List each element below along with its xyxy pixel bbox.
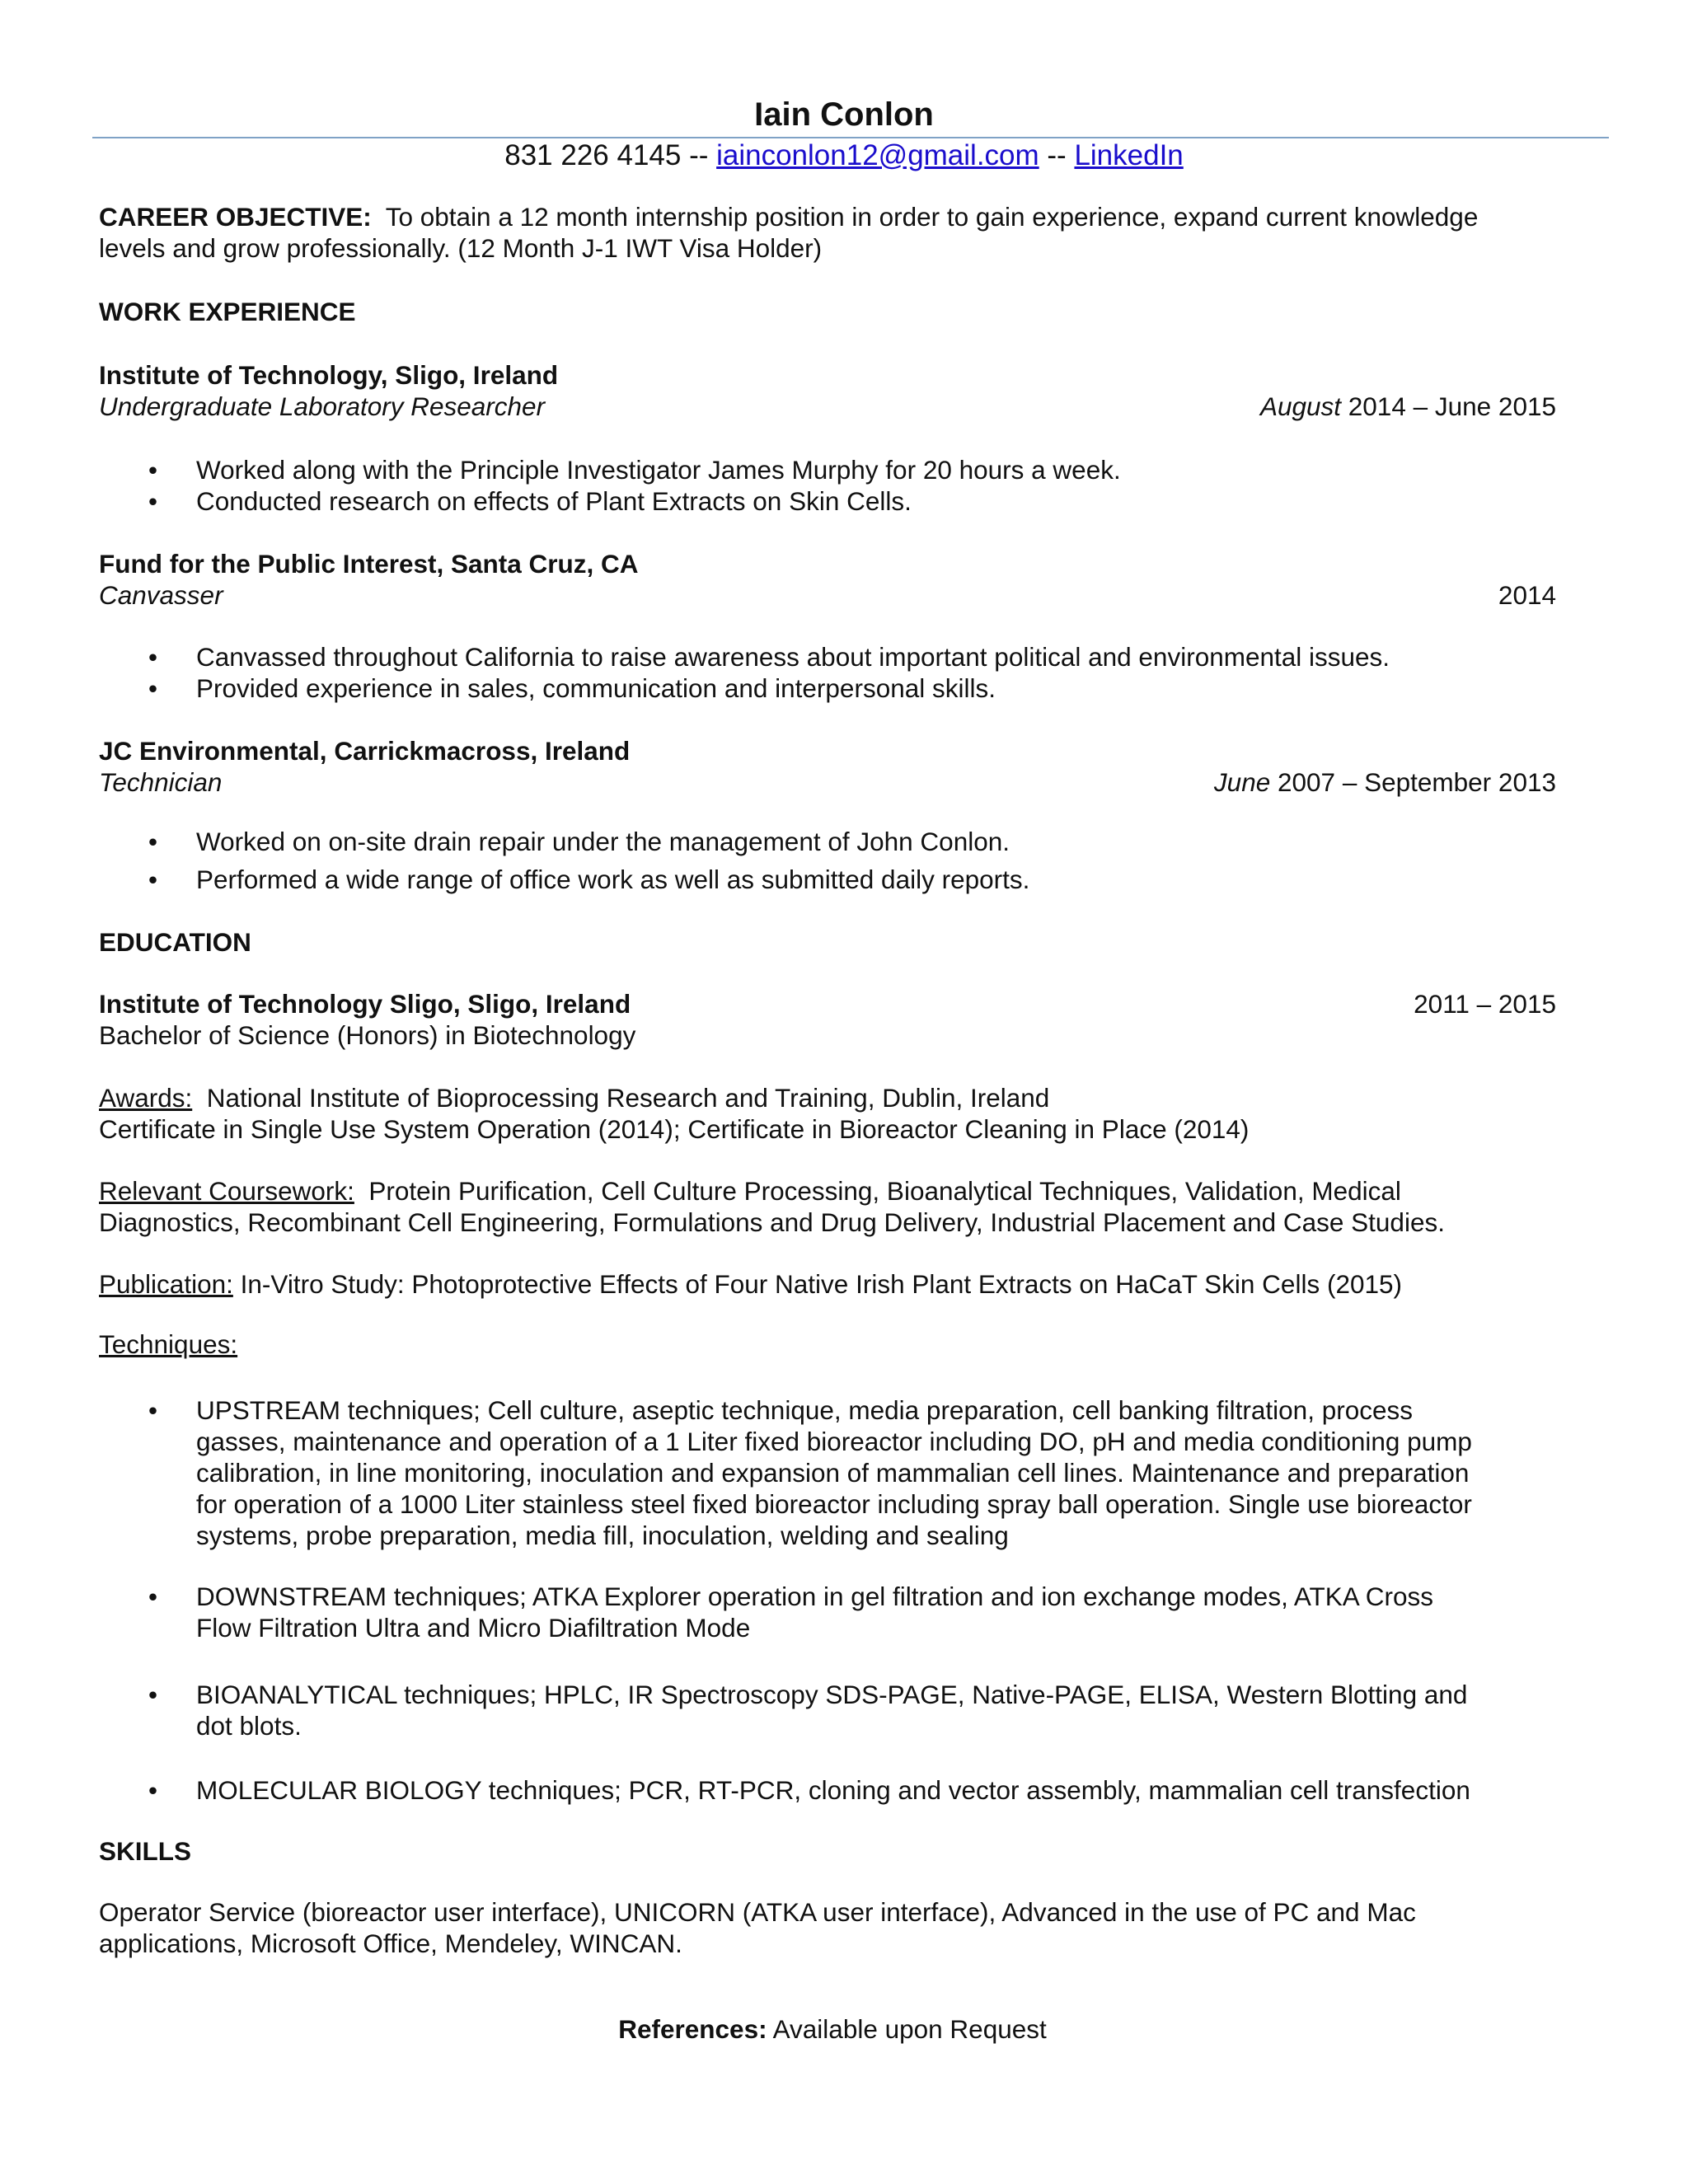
technique-line: gasses, maintenance and operation of a 1 Liter fixed bioreactor including DO, pH and media conditioning pump: [196, 1427, 1472, 1456]
job-role: Undergraduate Laboratory Researcher: [99, 391, 546, 421]
objective-line-1: [99, 201, 1478, 232]
coursework-label: Relevant Coursework:: [99, 1176, 354, 1206]
coursework-line-1: [99, 1175, 1401, 1207]
job-role: Canvasser: [99, 580, 223, 610]
bullet-icon: •: [148, 827, 158, 856]
awards-line-2: Certificate in Single Use System Operation (2014); Certificate in Bioreactor Cleaning in Place (2014): [99, 1114, 1250, 1144]
job-bullet: Conducted research on effects of Plant Extracts on Skin Cells.: [196, 486, 912, 516]
phone-number: 831 226 4145: [504, 139, 682, 171]
bullet-icon: •: [148, 486, 158, 516]
job-date-rest: 2007 – September 2013: [1270, 767, 1556, 797]
contact-separator: --: [681, 139, 717, 171]
job-org: Fund for the Public Interest, Santa Cruz, CA: [99, 549, 639, 579]
job-dates: [1214, 766, 1556, 798]
references-label: References:: [618, 2014, 767, 2044]
technique-downstream: [196, 1581, 1531, 1643]
bullet-icon: •: [148, 1582, 158, 1611]
linkedin-link[interactable]: LinkedIn: [1074, 139, 1184, 171]
objective-line-2: levels and grow professionally. (12 Month J-1 IWT Visa Holder): [99, 233, 823, 263]
publication-text: In-Vitro Study: Photoprotective Effects of Four Native Irish Plant Extracts on HaCaT Skin Cells (2015): [240, 1269, 1403, 1299]
job-bullet: Canvassed throughout California to raise awareness about important political and environmental issues.: [196, 642, 1390, 672]
email-link[interactable]: iainconlon12@gmail.com: [716, 139, 1039, 171]
coursework-line-2: Diagnostics, Recombinant Cell Engineering, Formulations and Drug Delivery, Industrial Placement and Case Studies.: [99, 1207, 1445, 1237]
bullet-icon: •: [148, 1775, 158, 1805]
bullet-icon: •: [148, 673, 158, 703]
job-date-month: June: [1213, 767, 1271, 797]
technique-line: calibration, in line monitoring, inoculation and expansion of mammalian cell lines. Maintenance and preparation: [196, 1458, 1470, 1488]
education-heading: EDUCATION: [99, 927, 251, 957]
skills-heading: SKILLS: [99, 1836, 192, 1866]
bullet-icon: •: [148, 455, 158, 485]
technique-line: UPSTREAM techniques; Cell culture, aseptic technique, media preparation, cell banking filtration, process: [196, 1395, 1413, 1425]
job-date-month: August: [1259, 391, 1342, 421]
bullet-icon: •: [148, 865, 158, 894]
technique-line: DOWNSTREAM techniques; ATKA Explorer operation in gel filtration and ion exchange modes, ATKA Cross: [196, 1582, 1434, 1611]
contact-line: [0, 137, 1688, 175]
technique-molecular: [196, 1774, 1531, 1806]
school-name: Institute of Technology Sligo, Sligo, Ireland: [99, 989, 631, 1019]
technique-line: dot blots.: [196, 1711, 302, 1741]
bullet-icon: •: [148, 1395, 158, 1425]
job-date-rest: 2014 – June 2015: [1341, 391, 1556, 421]
coursework-text-1: Protein Purification, Cell Culture Processing, Bioanalytical Techniques, Validation, Medical: [368, 1176, 1401, 1206]
job-org: JC Environmental, Carrickmacross, Ireland: [99, 736, 631, 766]
job-dates: [1260, 391, 1556, 422]
job-bullet: Performed a wide range of office work as well as submitted daily reports.: [196, 865, 1030, 894]
awards-text-1: National Institute of Bioprocessing Research and Training, Dublin, Ireland: [206, 1083, 1050, 1113]
bullet-icon: •: [148, 1680, 158, 1709]
objective-text-1: To obtain a 12 month internship position in order to gain experience, expand current knowledge: [385, 202, 1479, 232]
references-line: [0, 2013, 1665, 2045]
job-dates: [1498, 579, 1556, 611]
technique-line: Flow Filtration Ultra and Micro Diafiltration Mode: [196, 1613, 751, 1643]
job-bullet: Worked on on-site drain repair under the management of John Conlon.: [196, 827, 1010, 856]
skills-line-2: applications, Microsoft Office, Mendeley, WINCAN.: [99, 1929, 682, 1958]
job-bullet: Provided experience in sales, communication and interpersonal skills.: [196, 673, 996, 703]
technique-line: for operation of a 1000 Liter stainless steel fixed bioreactor including spray ball operation. Single use bioreactor: [196, 1489, 1472, 1519]
technique-bioanalytical: [196, 1679, 1531, 1741]
techniques-label: Techniques:: [99, 1329, 238, 1359]
references-text: Available upon Request: [767, 2014, 1047, 2044]
technique-upstream: [196, 1394, 1531, 1551]
technique-line: BIOANALYTICAL techniques; HPLC, IR Spectroscopy SDS-PAGE, Native-PAGE, ELISA, Western Blotting and: [196, 1680, 1468, 1709]
awards-label: Awards:: [99, 1083, 193, 1113]
school-years: 2011 – 2015: [1414, 989, 1556, 1019]
job-bullet: Worked along with the Principle Investigator James Murphy for 20 hours a week.: [196, 455, 1121, 485]
publication-line: [99, 1268, 1402, 1300]
technique-line: MOLECULAR BIOLOGY techniques; PCR, RT-PCR, cloning and vector assembly, mammalian cell transfection: [196, 1775, 1470, 1805]
technique-line: systems, probe preparation, media fill, inoculation, welding and sealing: [196, 1521, 1009, 1550]
objective-label: CAREER OBJECTIVE:: [99, 202, 372, 232]
contact-separator: --: [1039, 139, 1075, 171]
awards-line-1: [99, 1082, 1049, 1113]
job-org: Institute of Technology, Sligo, Ireland: [99, 360, 559, 390]
job-role: Technician: [99, 767, 223, 797]
skills-line-1: Operator Service (bioreactor user interface), UNICORN (ATKA user interface), Advanced in the use of PC and Mac: [99, 1897, 1416, 1927]
job-date-rest: 2014: [1498, 580, 1556, 610]
work-experience-heading: WORK EXPERIENCE: [99, 297, 356, 326]
publication-label: Publication:: [99, 1269, 233, 1299]
bullet-icon: •: [148, 642, 158, 672]
candidate-name: Iain Conlon: [754, 96, 934, 133]
degree: Bachelor of Science (Honors) in Biotechnology: [99, 1020, 636, 1050]
